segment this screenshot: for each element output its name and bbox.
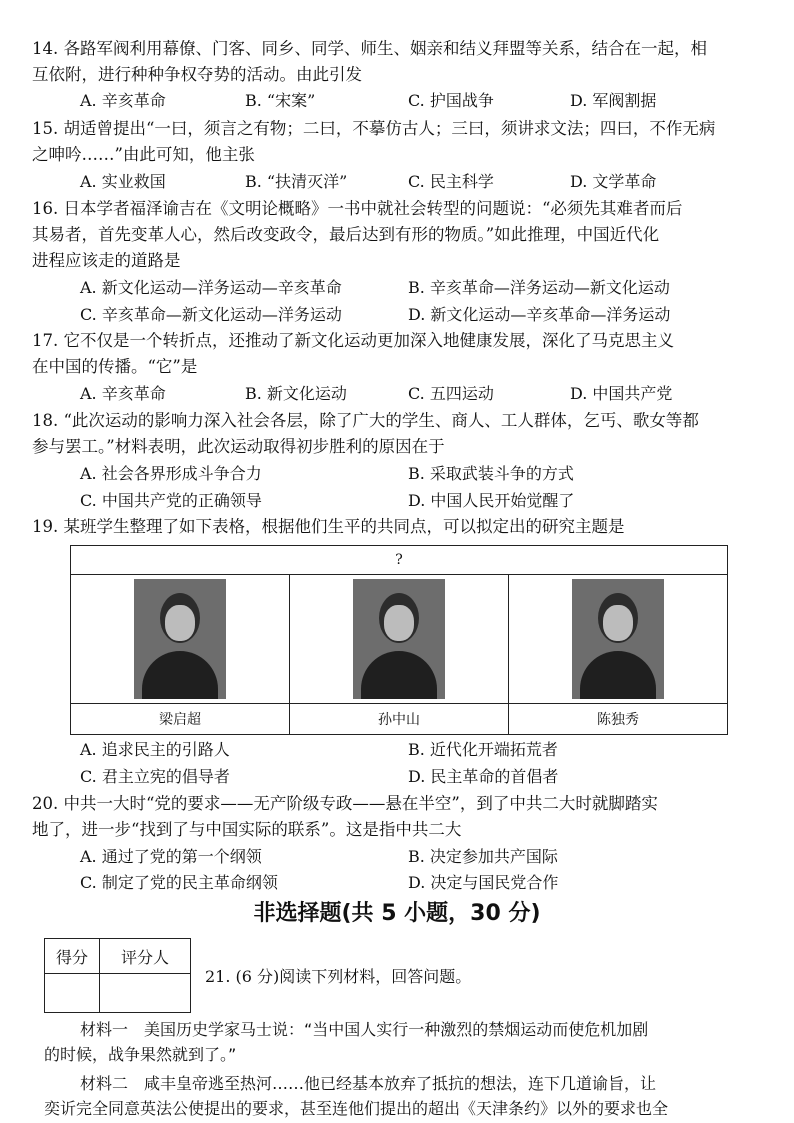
q18-option-b: B. 采取武装斗争的方式	[408, 464, 574, 483]
material-2-line1: 材料二 咸丰皇帝逃至热河……他已经基本放弃了抵抗的想法，连下几道谕旨，让	[80, 1074, 657, 1093]
q14-option-c: C. 护国战争	[408, 91, 494, 110]
q17-stem-line2: 在中国的传播。“它”是	[32, 357, 198, 376]
q18-option-c: C. 中国共产党的正确领导	[80, 491, 262, 510]
score-box	[44, 938, 191, 1013]
q20-stem-line1: 20. 中共一大时“党的要求——无产阶级专政——悬在半空”，到了中共二大时就脚踏实	[32, 794, 658, 813]
q16-stem-line3: 进程应该走的道路是	[32, 251, 181, 270]
q15-stem-line2: 之呻吟……”由此可知，他主张	[32, 145, 255, 164]
q20-option-d: D. 决定与国民党合作	[408, 873, 559, 892]
q17-stem-line1: 17. 它不仅是一个转折点，还推动了新文化运动更加深入地健康发展，深化了马克思主义	[32, 331, 674, 350]
photo-cell-2	[290, 575, 509, 704]
material-1-line1: 材料一 美国历史学家马士说：“当中国人实行一种激烈的禁烟运动而使危机加剧	[80, 1020, 649, 1039]
q17-option-a: A. 辛亥革命	[80, 384, 166, 403]
q14-option-d: D. 军阀割据	[570, 91, 657, 110]
q15-stem-line1: 15. 胡适曾提出“一曰，须言之有物；二曰，不摹仿古人；三曰，须讲求文法；四曰，不作无病	[32, 119, 716, 138]
q14-stem-line2: 互依附，进行种种争权夺势的活动。由此引发	[32, 65, 362, 84]
portrait-name-3: 陈独秀	[509, 704, 728, 735]
q14-option-a: A. 辛亥革命	[80, 91, 166, 110]
q20-stem-line2: 地了，进一步“找到了与中国实际的联系”。这是指中共二大	[32, 820, 462, 839]
q19-table-header: ?	[71, 546, 728, 575]
photo-cell-1	[71, 575, 290, 704]
q18-option-d: D. 中国人民开始觉醒了	[408, 491, 575, 510]
q18-stem-line1: 18. “此次运动的影响力深入社会各层，除了广大的学生、商人、工人群体，乞丐、歌女等都	[32, 411, 699, 430]
q16-option-b: B. 辛亥革命—洋务运动—新文化运动	[408, 278, 670, 297]
q20-option-c: C. 制定了党的民主革命纲领	[80, 873, 278, 892]
q16-stem-line1: 16. 日本学者福泽谕吉在《文明论概略》一书中就社会转型的问题说：“必须先其难者而后	[32, 199, 683, 218]
q15-option-a: A. 实业救国	[80, 172, 166, 191]
grader-cell[interactable]	[100, 974, 191, 1013]
photo-cell-3	[509, 575, 728, 704]
section-title: 非选择题(共 5 小题，30 分)	[253, 901, 541, 926]
q19-option-b: B. 近代化开端拓荒者	[408, 740, 558, 759]
q19-option-a: A. 追求民主的引路人	[80, 740, 230, 759]
portrait-chen-duxiu-image	[572, 579, 664, 699]
q20-option-b: B. 决定参加共产国际	[408, 847, 558, 866]
material-1-line2: 的时候，战争果然就到了。”	[44, 1045, 237, 1064]
q17-option-c: C. 五四运动	[408, 384, 494, 403]
material-2-line2: 奕䜣完全同意英法公使提出的要求，甚至连他们提出的超出《天津条约》以外的要求也全	[44, 1099, 669, 1118]
q19-figure-table	[70, 545, 728, 735]
q19-stem: 19. 某班学生整理了如下表格，根据他们生平的共同点，可以拟定出的研究主题是	[32, 517, 625, 536]
q21-stem: 21. (6 分)阅读下列材料，回答问题。	[205, 967, 472, 986]
score-cell[interactable]	[45, 974, 100, 1013]
q17-option-b: B. 新文化运动	[245, 384, 347, 403]
q17-option-d: D. 中国共产党	[570, 384, 673, 403]
portrait-liang-qichao-image	[134, 579, 226, 699]
q20-option-a: A. 通过了党的第一个纲领	[80, 847, 262, 866]
q19-option-c: C. 君主立宪的倡导者	[80, 767, 230, 786]
portrait-sun-zhongshan-image	[353, 579, 445, 699]
q15-option-b: B. “扶清灭洋”	[245, 172, 348, 191]
q16-option-c: C. 辛亥革命—新文化运动—洋务运动	[80, 305, 342, 324]
portrait-name-2: 孙中山	[290, 704, 509, 735]
q18-stem-line2: 参与罢工。”材料表明，此次运动取得初步胜利的原因在于	[32, 437, 445, 456]
score-label: 得分	[45, 939, 100, 974]
q15-option-d: D. 文学革命	[570, 172, 657, 191]
q16-stem-line2: 其易者，首先变革人心，然后改变政令，最后达到有形的物质。”如此推理，中国近代化	[32, 225, 660, 244]
q14-stem-line1: 14. 各路军阀利用幕僚、门客、同乡、同学、师生、姻亲和结义拜盟等关系，结合在一起，相	[32, 39, 707, 58]
grader-label: 评分人	[100, 939, 191, 974]
q18-option-a: A. 社会各界形成斗争合力	[80, 464, 262, 483]
q14-option-b: B. “宋案”	[245, 91, 316, 110]
q19-option-d: D. 民主革命的首倡者	[408, 767, 559, 786]
q15-option-c: C. 民主科学	[408, 172, 494, 191]
portrait-name-1: 梁启超	[71, 704, 290, 735]
q16-option-a: A. 新文化运动—洋务运动—辛亥革命	[80, 278, 342, 297]
q16-option-d: D. 新文化运动—辛亥革命—洋务运动	[408, 305, 671, 324]
